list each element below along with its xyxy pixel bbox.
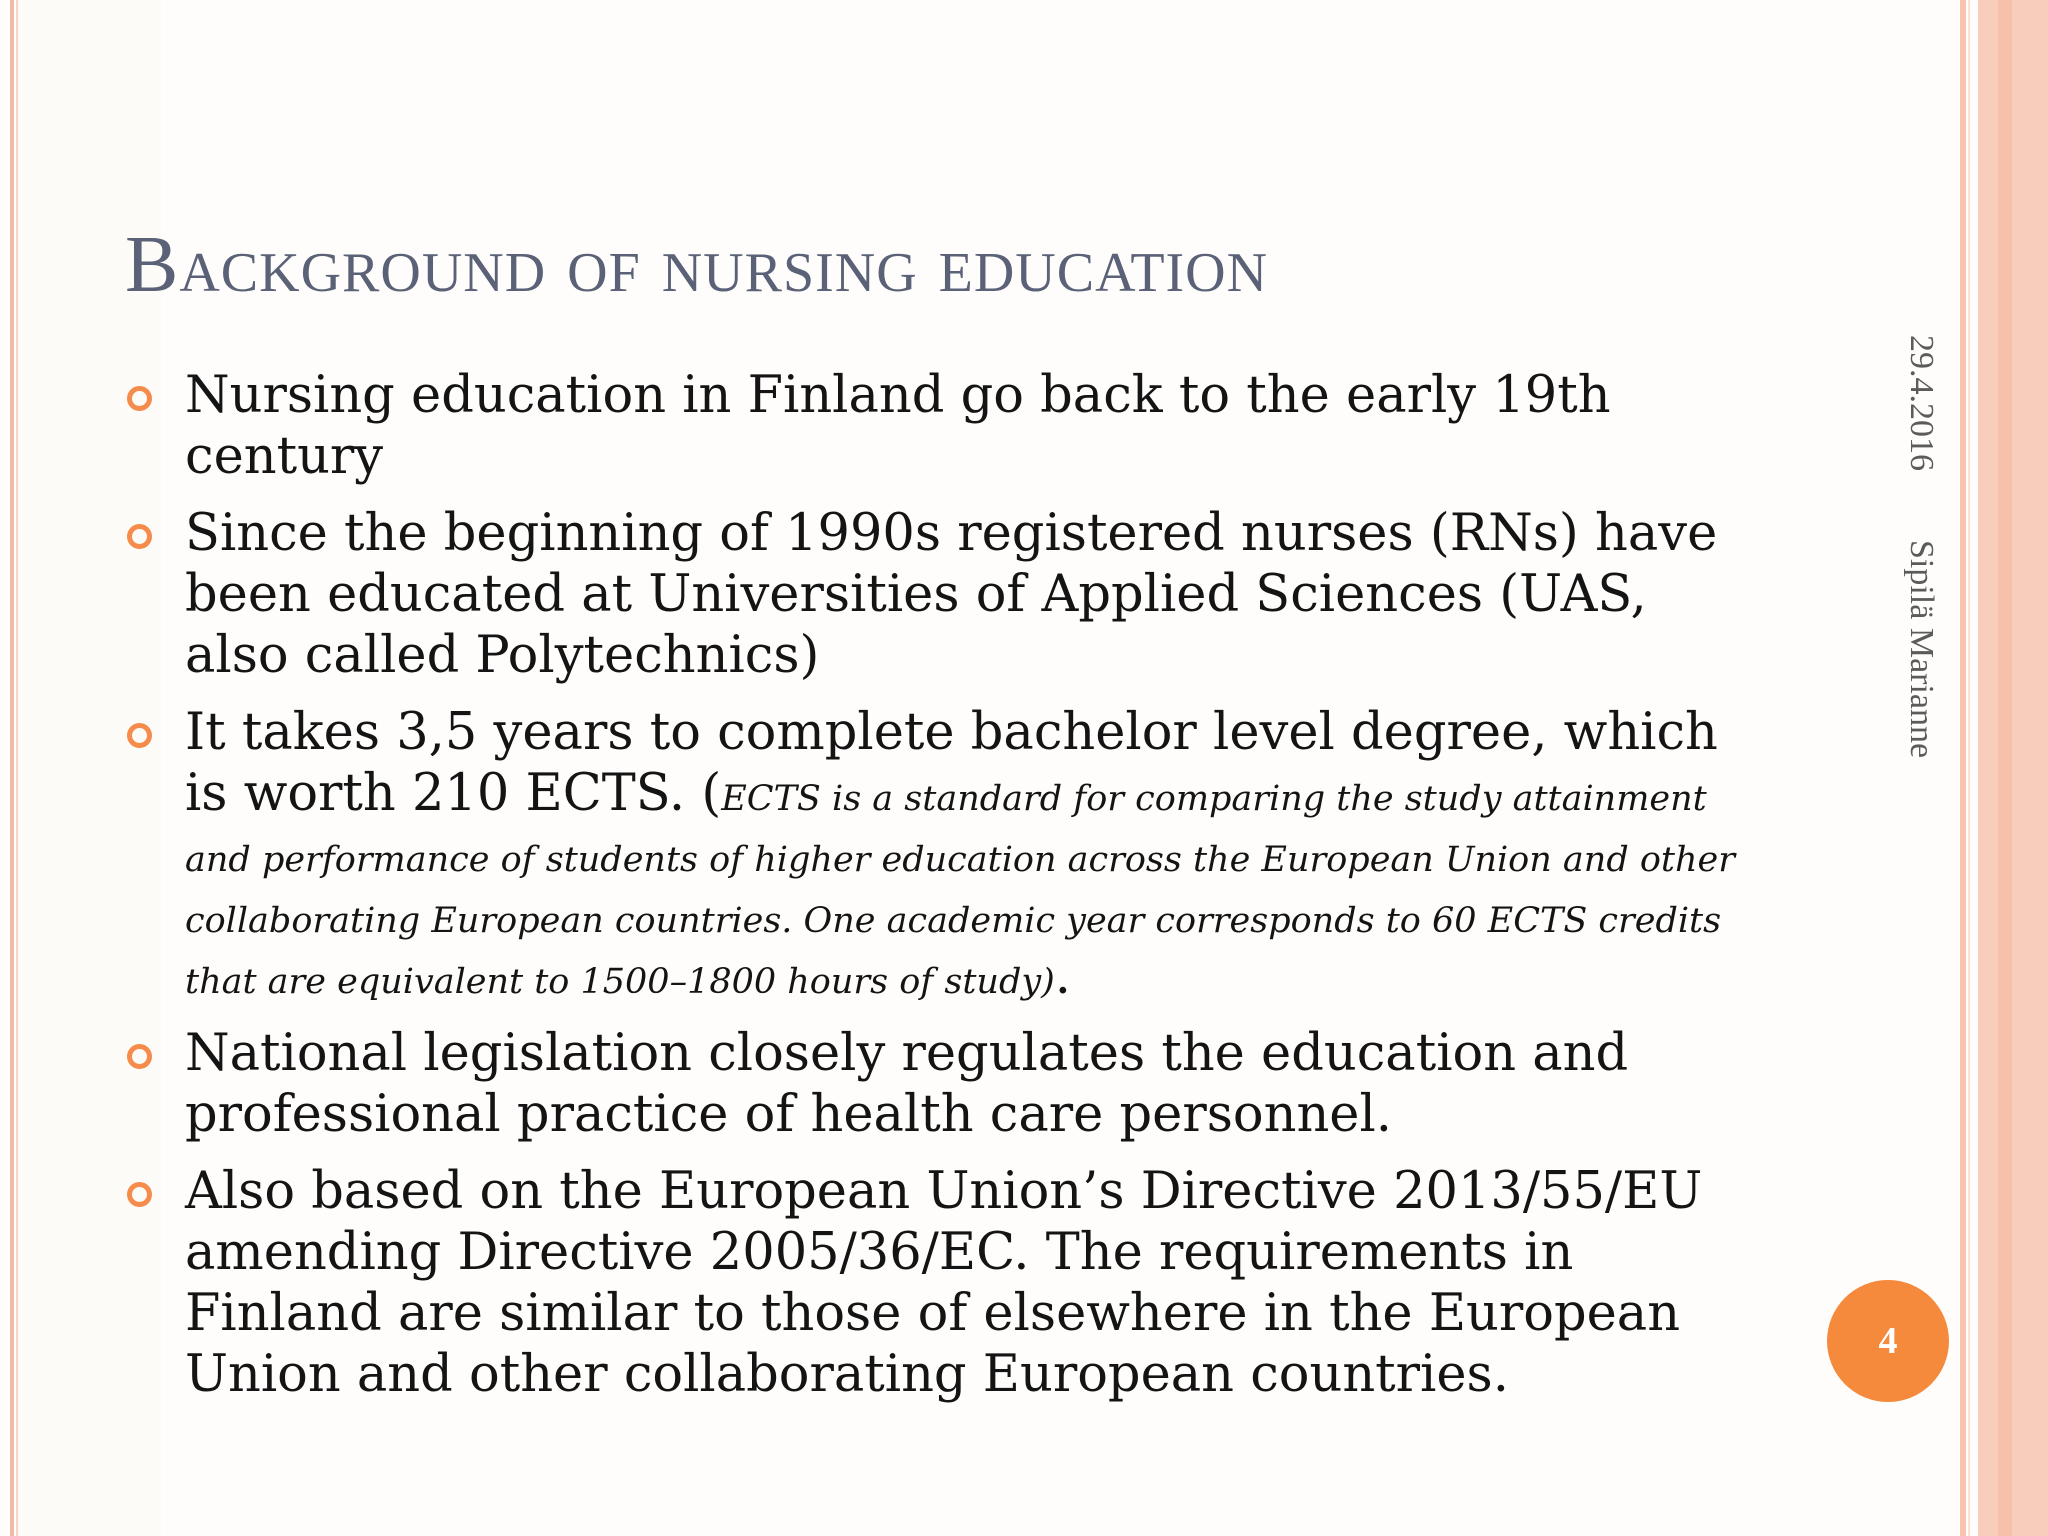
bullet-text: Since the beginning of 1990s registered nurses (RNs) have been educated at Universities of Applied Sciences (UAS, also called Polytechnics) <box>185 504 1718 685</box>
bullet-item <box>125 1161 1765 1405</box>
bullet-item <box>125 1023 1765 1145</box>
bullet-text: National legislation closely regulates the education and professional practice of health care personnel. <box>185 1024 1629 1144</box>
bullet-suffix: . <box>1054 947 1072 1006</box>
bullet-circle-icon <box>127 386 152 411</box>
bullet-text: Nursing education in Finland go back to the early 19th century <box>185 366 1611 486</box>
bullet-circle-icon <box>127 1182 152 1207</box>
bullet-item <box>125 365 1765 487</box>
slide-date: 29.4.2016 <box>1903 335 1940 471</box>
bullet-list <box>125 365 1765 1421</box>
bullet-item <box>125 503 1765 686</box>
slide-title: Background of nursing education <box>125 221 1269 309</box>
bullet-circle-icon <box>127 723 152 748</box>
slide-author: Sipilä Marianne <box>1903 540 1940 759</box>
right-decorative-band <box>1978 0 2048 1536</box>
bullet-text: It takes 3,5 years to complete bachelor level degree, which is worth 210 ECTS. ( <box>185 703 1718 823</box>
right-border-line-thin <box>1968 0 1970 1536</box>
bullet-circle-icon <box>127 524 152 549</box>
ects-note: ECTS is a standard for comparing the study attainment and performance of students of higher education across the European Union and other collaborating European countries. One academic year corresponds to 60 ECTS credits that are equivalent to 1500–1800 hours of study) <box>185 779 1735 1002</box>
right-border-line <box>1960 0 1966 1536</box>
bullet-circle-icon <box>127 1044 152 1069</box>
page-number-badge: 4 <box>1827 1280 1949 1402</box>
bullet-item <box>125 702 1765 1007</box>
right-decorative-stripe <box>1998 0 2012 1536</box>
bullet-text: Also based on the European Union’s Directive 2013/55/EU amending Directive 2005/36/EC. The requirements in Finland are similar to those of elsewhere in the European Union and other collaborating European countries. <box>185 1162 1703 1404</box>
left-border-line <box>10 0 14 1536</box>
